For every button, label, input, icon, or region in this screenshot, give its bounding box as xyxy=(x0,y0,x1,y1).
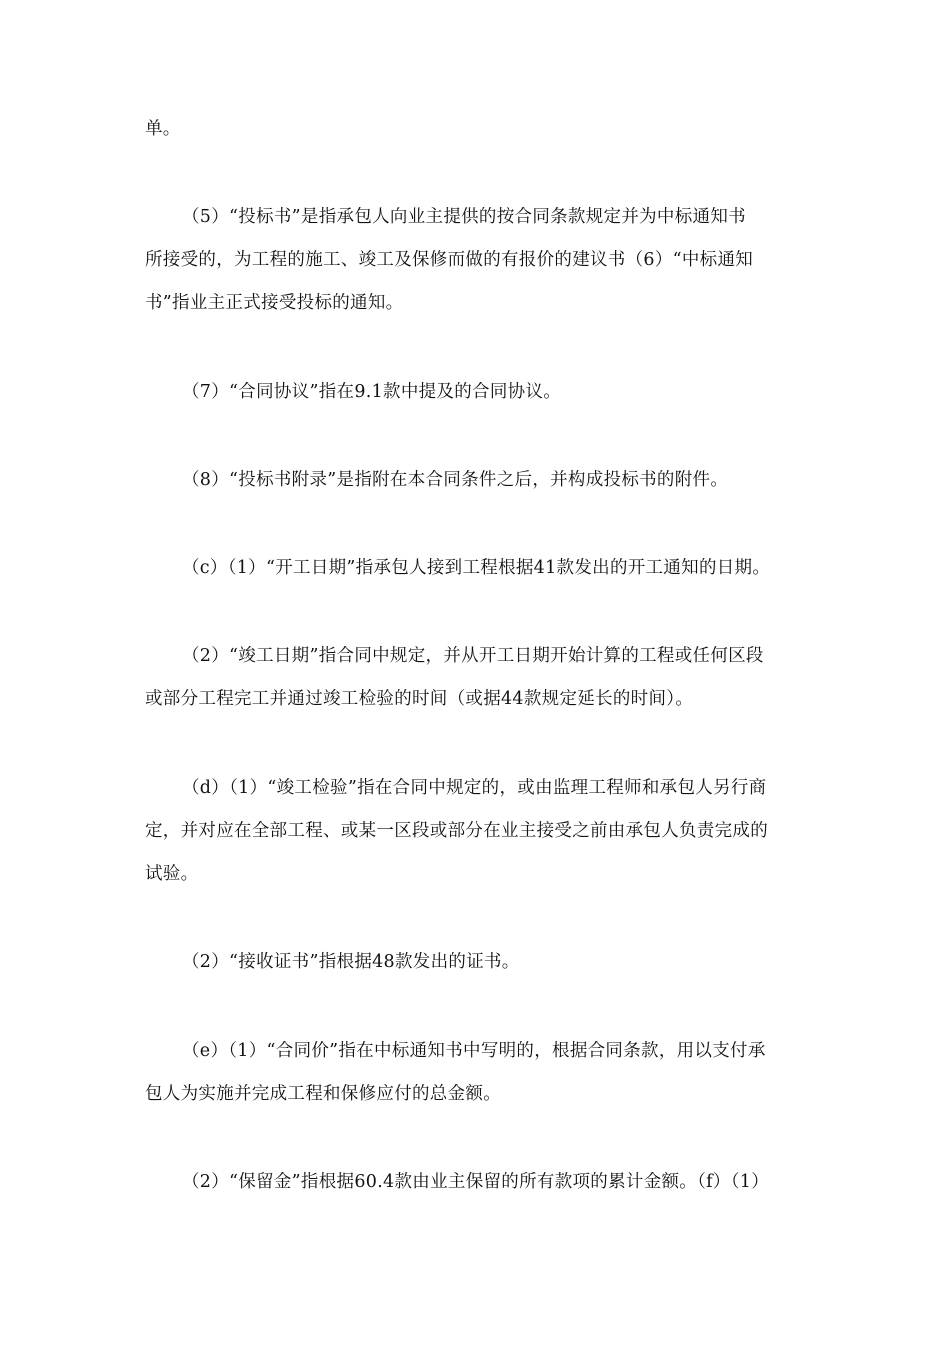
paragraph-line: （8）“投标书附录”是指附在本合同条件之后，并构成投标书的附件。 xyxy=(182,470,729,490)
paragraph-line: （5）“投标书”是指承包人向业主提供的按合同条款规定并为中标通知书 xyxy=(182,207,746,227)
paragraph-line: （d）（1）“竣工检验”指在合同中规定的，或由监理工程师和承包人另行商 xyxy=(182,778,767,798)
paragraph-line: 试验。 xyxy=(145,864,199,884)
paragraph-line: 包人为实施并完成工程和保修应付的总金额。 xyxy=(145,1084,501,1104)
paragraph-line: （2）“接收证书”指根据48款发出的证书。 xyxy=(182,952,520,972)
paragraph-line: （2）“竣工日期”指合同中规定，并从开工日期开始计算的工程或任何区段 xyxy=(182,646,764,666)
paragraph-line: （7）“合同协议”指在9.1款中提及的合同协议。 xyxy=(182,382,562,402)
paragraph-line: 或部分工程完工并通过竣工检验的时间（或据44款规定延长的时间）。 xyxy=(145,689,694,709)
paragraph-line: 书”指业主正式接受投标的通知。 xyxy=(145,293,404,313)
paragraph-line: 定，并对应在全部工程、或某一区段或部分在业主接受之前由承包人负责完成的 xyxy=(145,821,768,841)
paragraph-line: （2）“保留金”指根据60.4款由业主保留的所有款项的累计金额。（f）（1） xyxy=(182,1172,770,1192)
paragraph-line: 所接受的，为工程的施工、竣工及保修而做的有报价的建议书（6）“中标通知 xyxy=(145,250,754,270)
paragraph-line: （c）（1）“开工日期”指承包人接到工程根据41款发出的开工通知的日期。 xyxy=(182,558,771,578)
paragraph-line: 单。 xyxy=(145,119,181,139)
paragraph-line: （e）（1）“合同价”指在中标通知书中写明的，根据合同条款，用以支付承 xyxy=(182,1041,766,1061)
